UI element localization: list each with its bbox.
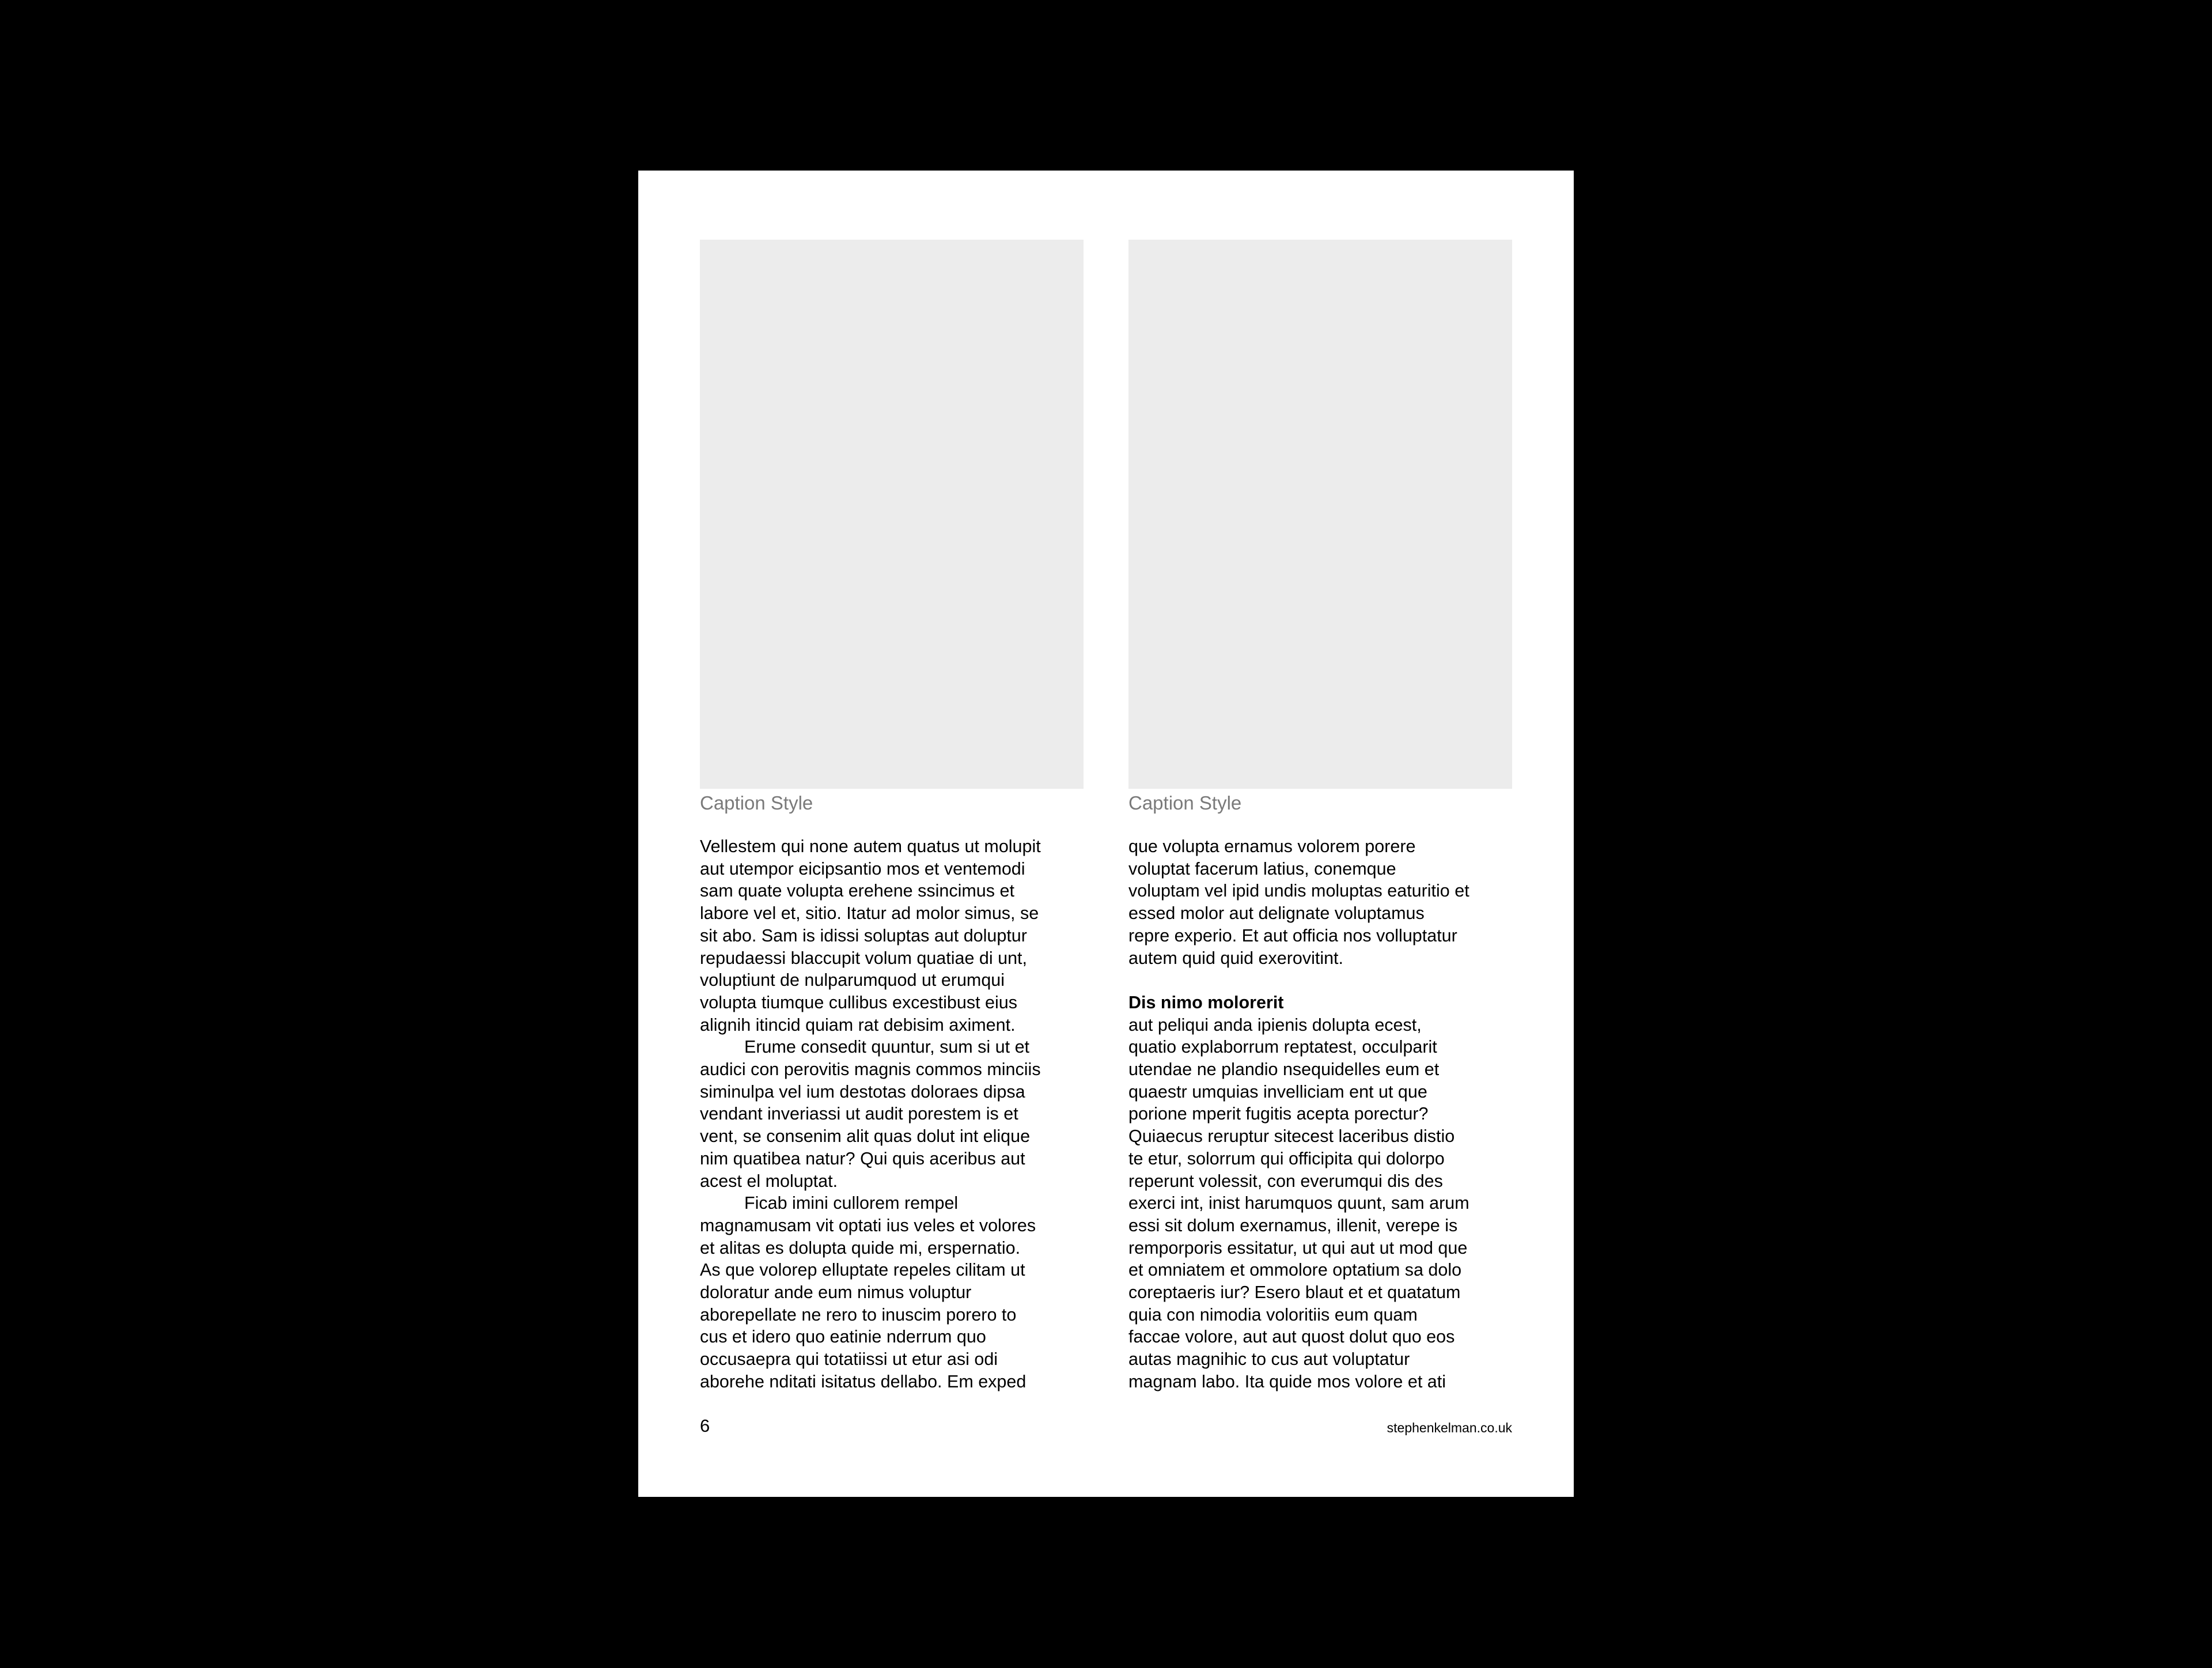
image-placeholder-left (700, 240, 1084, 789)
body-paragraph: aut peliqui anda ipienis dolupta ecest, quatio explaborrum reptatest, occulparit utendae ne plandio nsequidelles eum et quaestr umquias invelliciam ent ut que porione mperit fugitis acepta porectur? Quiaecus reruptur sitecest laceribus distio te etur, solorrum qui officipita qui dolorpo reperunt volessit, con everumqui dis des exerci int, inist harumquos quunt, sam arum essi sit dolum exernamus, illenit, verepe is remporporis essitatur, ut qui aut ut mod que et omniatem et ommolore optatium sa dolo coreptaeris iur? Esero blaut et et quatatum quia con nimodia voloritiis eum quam faccae volore, aut aut quost dolut quo eos autas magnihic to cus aut voluptatur magnam labo. Ita quide mos volore et ati (1128, 1015, 1469, 1391)
body-paragraph: que volupta ernamus volorem porere voluptat facerum latius, conemque voluptam vel ipid undis moluptas eaturitio et essed molor aut delignate voluptamus repre experio. Et aut officia nos volluptatur autem quid quid exerovitint. (1128, 837, 1469, 968)
caption-left: Caption Style (700, 792, 813, 814)
caption-right: Caption Style (1128, 792, 1242, 814)
subheading: Dis nimo molorerit (1128, 992, 1284, 1012)
paragraph-spacer (1128, 969, 1520, 992)
body-column-left (700, 835, 1092, 1393)
body-paragraph: Ficab imini cullorem rempel magnamusam vit optati ius veles et volores et alitas es dolupta quide mi, erspernatio. As que volorep elluptate repeles cilitam ut doloratur ande eum nimus voluptur aborepellate ne rero to inuscim porero to cus et idero quo eatinie nderrum quo occusaepra qui totatiissi ut etur asi odi aborehe nditati isitatus dellabo. Em exped (700, 1193, 1036, 1391)
footer-url: stephenkelman.co.uk (1387, 1420, 1512, 1435)
document-page (638, 171, 1574, 1497)
body-paragraph: Erume consedit quuntur, sum si ut et audici con perovitis magnis commos minciis siminulpa vel ium destotas doloraes dipsa vendant inveriassi ut audit porestem is et vent, se consenim alit quas dolut int elique nim quatibea natur? Qui quis aceribus aut acest el moluptat. (700, 1037, 1041, 1191)
body-column-right (1128, 835, 1520, 1393)
image-placeholder-right (1128, 240, 1512, 789)
page-number: 6 (700, 1416, 710, 1436)
body-paragraph: Vellestem qui none autem quatus ut molupit aut utempor eicipsantio mos et ventemodi sam quate volupta erehene ssincimus et labore vel et, sitio. Itatur ad molor simus, se sit abo. Sam is idissi soluptas aut doluptur repudaessi blaccupit volum quatiae di unt, voluptiunt de nulparumquod ut erumqui volupta tiumque cullibus excestibust eius alignih itincid quiam rat debisim aximent. (700, 837, 1041, 1035)
